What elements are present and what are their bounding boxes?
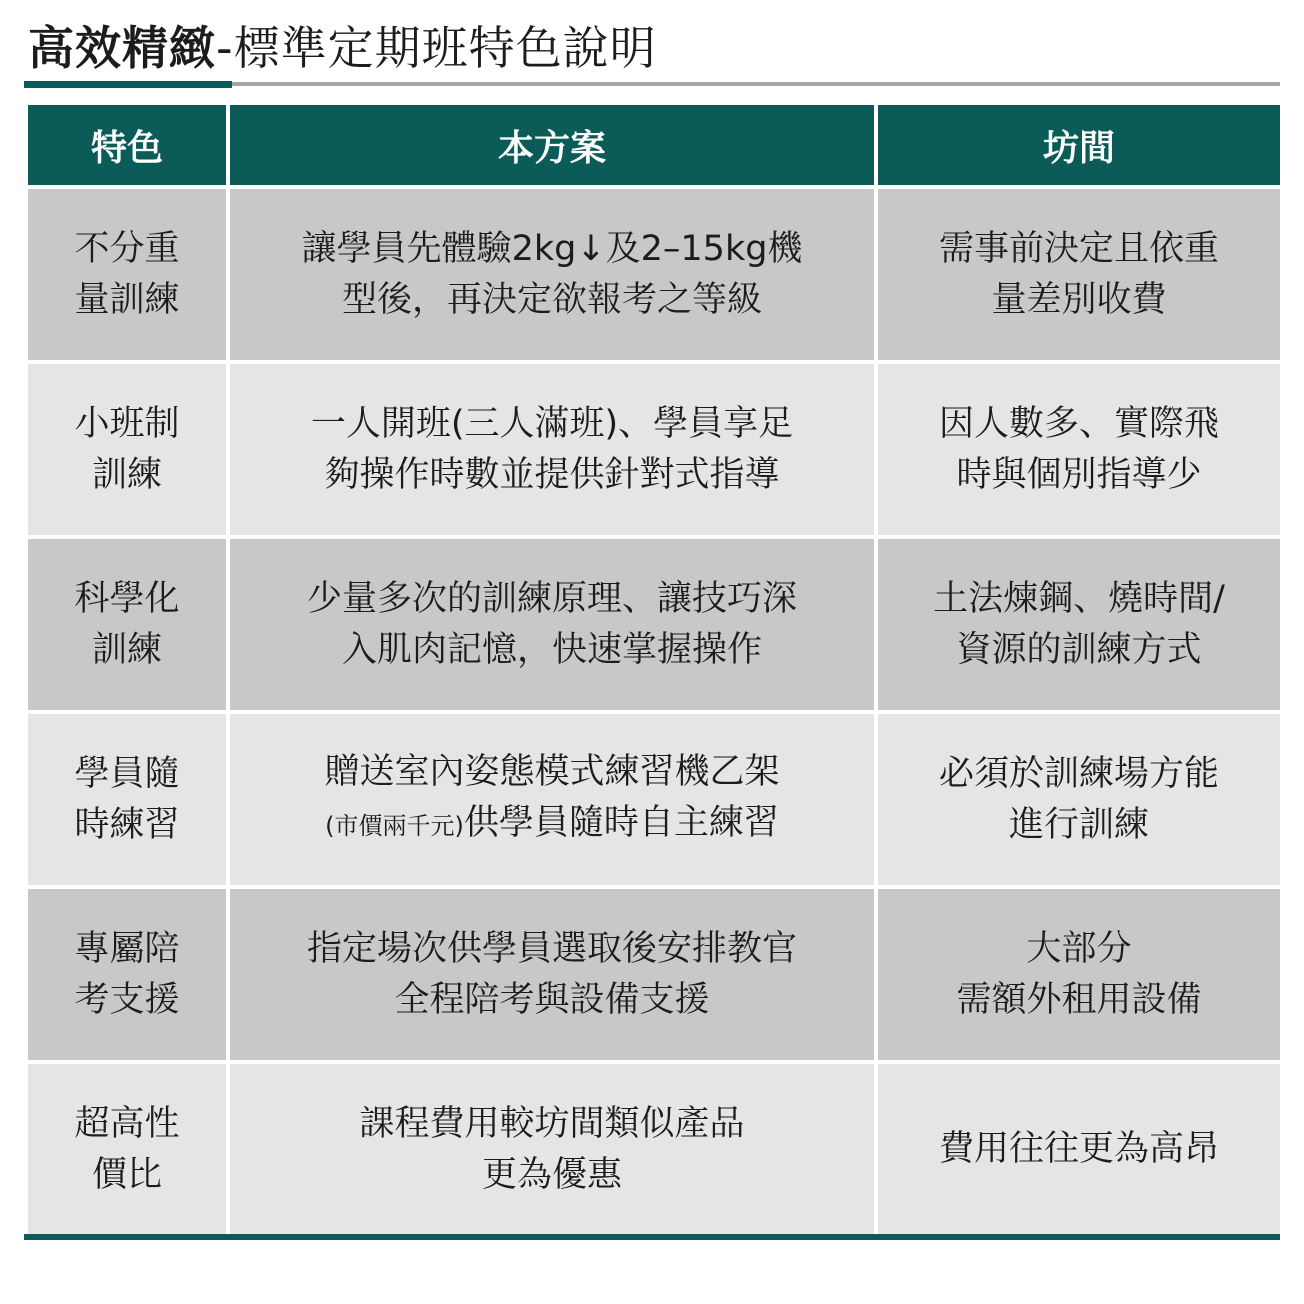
market-line: 費用往往更為高昂	[938, 1129, 1219, 1169]
feature-line: 考支援	[74, 979, 180, 1020]
market-cell	[876, 537, 1282, 712]
plan-line: 一人開班(三人滿班)、學員享足	[310, 403, 794, 444]
market-line: 因人數多、實際飛	[938, 403, 1219, 444]
market-line: 資源的訓練方式	[956, 629, 1202, 670]
plan-line: 全程陪考與設備支援	[394, 979, 710, 1020]
feature-line: 專屬陪	[74, 928, 180, 969]
feature-line: 訓練	[91, 629, 162, 670]
feature-cell	[26, 1062, 228, 1237]
page-title	[28, 14, 657, 82]
plan-line: 夠操作時數並提供針對式指導	[324, 454, 780, 495]
feature-line: 學員隨	[74, 753, 180, 794]
plan-line: 讓學員先體驗2kg↓及2–15kg機	[301, 228, 803, 269]
feature-line: 科學化	[74, 578, 180, 619]
title-light: -標準定期班特色說明	[216, 21, 657, 75]
market-cell	[876, 712, 1282, 887]
plan-cell	[228, 537, 876, 712]
plan-line: 型後，再決定欲報考之等級	[341, 279, 762, 320]
header-plan: 本方案	[228, 103, 876, 187]
feature-cell	[26, 712, 228, 887]
feature-line: 小班制	[74, 403, 180, 444]
plan-cell	[228, 362, 876, 537]
feature-line: 價比	[91, 1154, 162, 1195]
plan-cell	[228, 887, 876, 1062]
table-header-row	[26, 103, 1282, 187]
table-row	[26, 712, 1282, 887]
feature-cell	[26, 887, 228, 1062]
table-row	[26, 537, 1282, 712]
market-cell	[876, 362, 1282, 537]
plan-line: 課程費用較坊間類似產品	[359, 1103, 745, 1144]
bottom-rule	[24, 1234, 1280, 1240]
table-row	[26, 362, 1282, 537]
plan-cell	[228, 1062, 876, 1237]
feature-line: 訓練	[91, 454, 162, 495]
table-row	[26, 187, 1282, 362]
plan-line: 少量多次的訓練原理、讓技巧深	[306, 578, 797, 619]
market-line: 需額外租用設備	[956, 979, 1202, 1020]
market-cell	[876, 187, 1282, 362]
feature-line: 量訓練	[74, 279, 180, 320]
table-row	[26, 887, 1282, 1062]
market-cell	[876, 1062, 1282, 1237]
table-row	[26, 1062, 1282, 1237]
header-feature: 特色	[26, 103, 228, 187]
feature-line: 超高性	[74, 1103, 180, 1144]
plan-line: 供學員隨時自主練習	[463, 803, 779, 843]
market-line: 土法煉鋼、燒時間/	[933, 578, 1225, 619]
plan-line: 入肌肉記憶，快速掌握操作	[341, 629, 762, 670]
market-cell	[876, 887, 1282, 1062]
market-line: 進行訓練	[1008, 804, 1149, 845]
plan-cell	[228, 187, 876, 362]
feature-cell	[26, 362, 228, 537]
feature-line: 時練習	[74, 804, 180, 845]
plan-line: 指定場次供學員選取後安排教官	[306, 928, 797, 969]
plan-line: 更為優惠	[481, 1154, 622, 1195]
feature-comparison-table	[24, 101, 1284, 1239]
title-accent-bar	[24, 81, 232, 88]
plan-line: 贈送室內姿態模式練習機乙架	[324, 752, 780, 792]
title-bold: 高效精緻	[28, 21, 216, 75]
market-line: 大部分	[1026, 928, 1132, 969]
price-note: (市價兩千元)	[325, 812, 464, 840]
market-line: 時與個別指導少	[956, 454, 1202, 495]
feature-line: 不分重	[74, 228, 180, 269]
header-market: 坊間	[876, 103, 1282, 187]
market-line: 需事前決定且依重	[938, 228, 1219, 269]
market-line: 量差別收費	[991, 279, 1167, 320]
feature-cell	[26, 537, 228, 712]
plan-cell	[228, 712, 876, 887]
market-line: 必須於訓練場方能	[938, 753, 1219, 794]
feature-cell	[26, 187, 228, 362]
